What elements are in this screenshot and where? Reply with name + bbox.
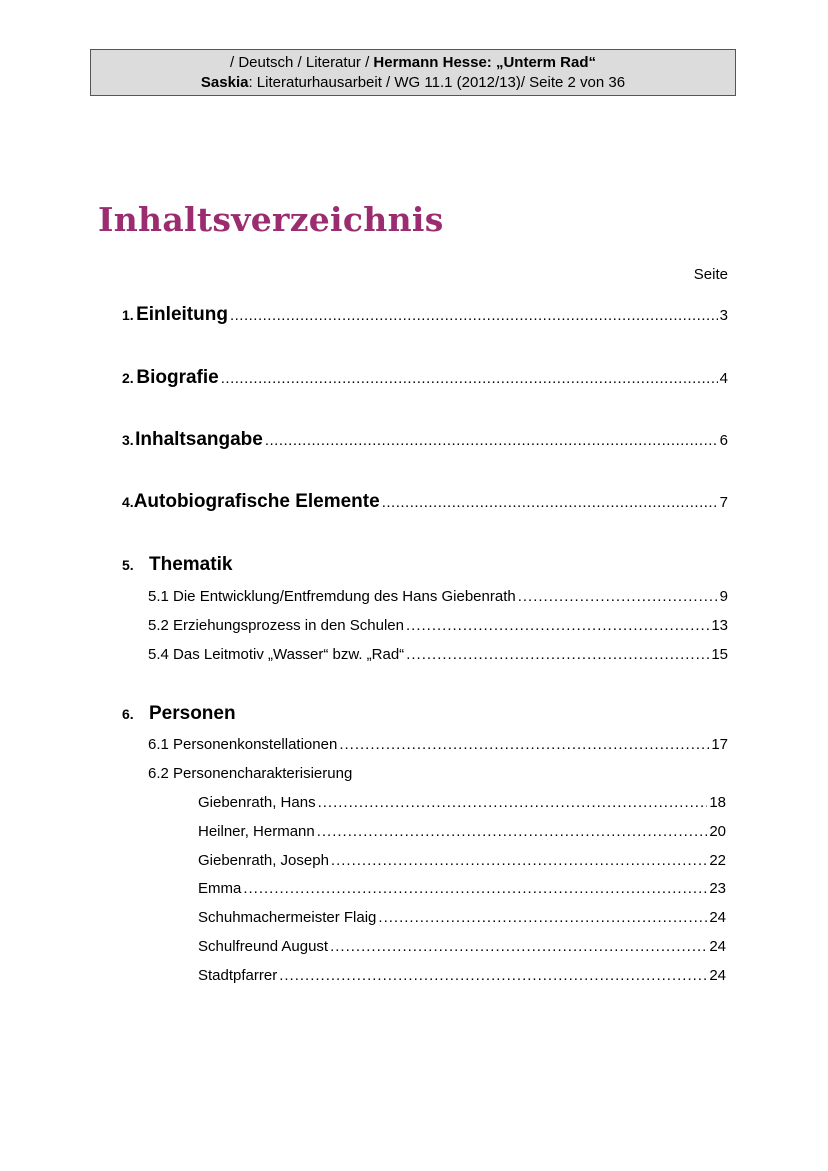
toc-label: Inhaltsangabe	[135, 429, 263, 450]
toc-leader	[406, 646, 709, 663]
toc-label: Giebenrath, Joseph	[198, 852, 329, 869]
toc-leader	[230, 307, 718, 324]
page-title: Inhaltsverzeichnis	[98, 200, 444, 239]
toc-entry-character[interactable]	[198, 794, 726, 811]
toc-label: Einleitung	[136, 304, 228, 325]
toc-page: 18	[709, 794, 726, 811]
toc-entry-thematik[interactable]	[122, 554, 728, 576]
toc-page: 3	[719, 307, 728, 324]
toc-label: Emma	[198, 880, 242, 897]
toc-label: 6.1 Personenkonstellationen	[148, 736, 338, 753]
toc-entry-character[interactable]	[198, 909, 726, 926]
header-line-2	[91, 73, 735, 93]
toc-leader	[265, 432, 718, 449]
toc-leader	[339, 736, 709, 753]
header-line-1	[91, 53, 735, 73]
toc-leader	[331, 852, 707, 869]
toc-number: 1.	[122, 307, 134, 323]
toc-label: Thematik	[149, 554, 233, 575]
toc-page: 20	[709, 823, 726, 840]
toc-page: 24	[709, 967, 726, 984]
toc-label: 5.2 Erziehungsprozess in den Schulen	[148, 617, 404, 634]
toc-page: 6	[719, 432, 728, 449]
toc-entry-character[interactable]	[198, 823, 726, 840]
toc-number: 2.	[122, 370, 134, 386]
toc-leader	[518, 588, 718, 605]
toc-entry-character[interactable]	[198, 938, 726, 955]
toc-leader	[317, 823, 708, 840]
toc-entry-6-1[interactable]	[148, 736, 728, 753]
toc-entry-character[interactable]	[198, 852, 726, 869]
toc-entry-inhaltsangabe[interactable]	[122, 429, 728, 451]
header-work-title: Hermann Hesse: „Unterm Rad“	[373, 54, 596, 71]
page-column-label: Seite	[693, 266, 728, 283]
toc-entry-6-2[interactable]	[148, 765, 728, 782]
toc-page: 9	[719, 588, 728, 605]
toc-label: 6.2 Personencharakterisierung	[148, 765, 353, 782]
toc-page: 7	[719, 494, 728, 511]
toc-leader	[406, 617, 709, 634]
toc-leader	[330, 938, 707, 955]
toc-entry-character[interactable]	[198, 880, 726, 897]
toc-leader	[318, 794, 708, 811]
toc-label: Heilner, Hermann	[198, 823, 315, 840]
toc-page: 24	[709, 938, 726, 955]
toc-number: 3.	[122, 432, 134, 448]
toc-label: Giebenrath, Hans	[198, 794, 316, 811]
page-header	[90, 49, 736, 96]
toc-entry-autobiografische-elemente[interactable]	[122, 491, 728, 513]
toc-page: 17	[711, 736, 728, 753]
toc-label: Stadtpfarrer	[198, 967, 278, 984]
toc-label: 5.4 Das Leitmotiv „Wasser“ bzw. „Rad“	[148, 646, 405, 663]
toc-entry-5-1[interactable]	[148, 588, 728, 605]
header-course-info: : Literaturhausarbeit / WG 11.1 (2012/13)/ Seite 2 von 36	[248, 74, 626, 91]
toc-label: Schuhmachermeister Flaig	[198, 909, 377, 926]
toc-entry-5-4[interactable]	[148, 646, 728, 663]
header-subject: / Deutsch / Literatur /	[230, 54, 374, 71]
toc-leader	[243, 880, 707, 897]
toc-page: 23	[709, 880, 726, 897]
toc-entry-character[interactable]	[198, 967, 726, 984]
toc-page: 24	[709, 909, 726, 926]
toc-page: 22	[709, 852, 726, 869]
toc-leader	[279, 967, 707, 984]
toc-page: 4	[719, 370, 728, 387]
toc-number: 4.	[122, 494, 134, 510]
toc-entry-5-2[interactable]	[148, 617, 728, 634]
toc-leader	[378, 909, 707, 926]
toc-label: 5.1 Die Entwicklung/Entfremdung des Hans Giebenrath	[148, 588, 516, 605]
toc-label: Autobiografische Elemente	[133, 491, 380, 512]
toc-label: Biografie	[136, 367, 219, 388]
toc-label: Schulfreund August	[198, 938, 329, 955]
toc-number: 5.	[122, 557, 134, 573]
toc-label: Personen	[149, 703, 236, 724]
toc-page: 13	[711, 617, 728, 634]
toc-entry-einleitung[interactable]	[122, 304, 728, 326]
toc-page: 15	[711, 646, 728, 663]
header-author: Saskia	[200, 74, 249, 91]
toc-number: 6.	[122, 706, 134, 722]
toc-leader	[382, 494, 718, 511]
toc-entry-biografie[interactable]	[122, 367, 728, 389]
toc-entry-personen[interactable]	[122, 703, 728, 725]
toc-leader	[221, 370, 718, 387]
